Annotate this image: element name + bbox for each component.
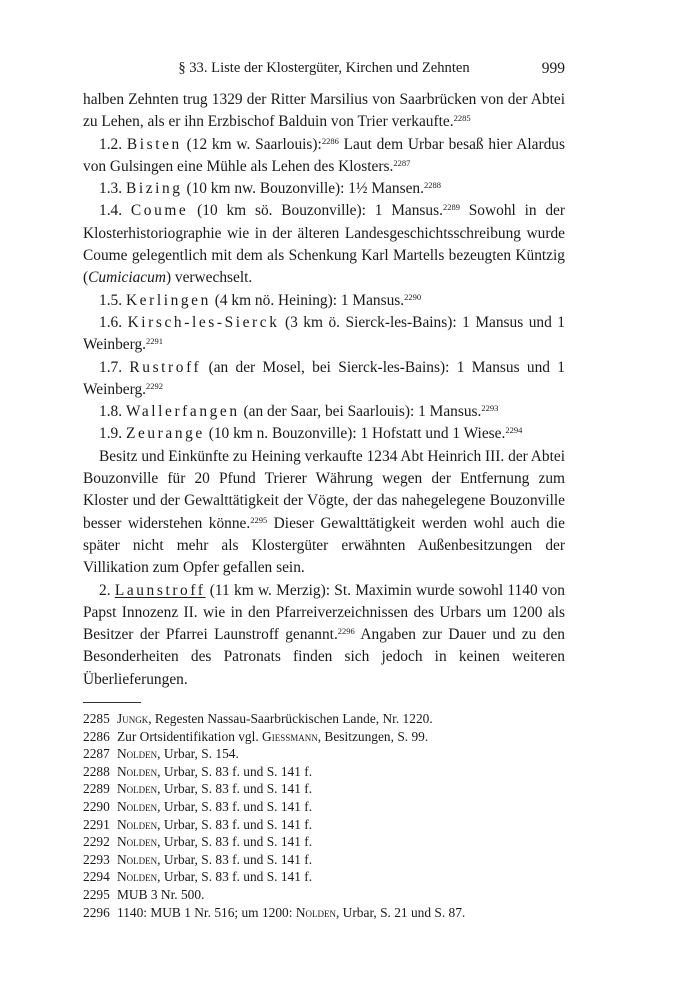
entry-wallerfangen: 1.8. Wallerfangen (an der Saar, bei Saarlouis): 1 Mansus.$^{2293}$ <box>99 403 499 421</box>
footnote-number: 2296 <box>83 904 110 920</box>
footnote-text: MUB 3 Nr. 500. <box>117 886 205 902</box>
entry-number: 1.9. <box>99 425 123 443</box>
footnote-text: Nolden, Urbar, S. 83 f. und S. 141 f. <box>117 834 313 850</box>
entry-bisten: 1.2. Bisten (12 km w. Saarlouis):$^{2286}$ Laut dem Urbar besaß hier Alardus von Gulsingen eine Mühle als Lehen des Klosters.$^{2287}$ <box>83 135 565 175</box>
author-name: Nolden <box>117 798 158 814</box>
author-name: Nolden <box>295 904 336 920</box>
footnote-number: 2286 <box>83 728 110 744</box>
footnote-ref: 2295 <box>250 514 268 525</box>
place-name: Coume <box>130 202 189 220</box>
footnote-text: Jungk, Regesten Nassau-Saarbrückischen Lande, Nr. 1220. <box>117 711 433 727</box>
footnote-text: Nolden, Urbar, S. 83 f. und S. 141 f. <box>117 869 313 885</box>
footnote-number: 2292 <box>83 834 110 850</box>
footnote-text: Nolden, Urbar, S. 154. <box>117 746 239 762</box>
entry-number: 1.8. <box>99 403 123 421</box>
footnote-text: Zur Ortsidentifikation vgl. Giessmann, Besitzungen, S. 99. <box>117 728 429 744</box>
footnote-ref: 2290 <box>404 291 422 302</box>
footnote-ref: 2296 <box>337 626 355 637</box>
author-name: Nolden <box>117 869 158 885</box>
author-name: Nolden <box>117 781 158 797</box>
place-name: Zeurange <box>125 425 205 443</box>
author-name: Giessmann <box>262 728 318 744</box>
entry-kerlingen: 1.5. Kerlingen (4 km nö. Heining): 1 Mansus.$^{2290}$ <box>99 291 422 309</box>
footnote <box>83 745 565 763</box>
footnote-ref: 2289 <box>442 202 460 213</box>
entry-number: 1.4. <box>99 202 123 220</box>
footnote-number: 2288 <box>83 763 110 779</box>
entry-bizing: 1.3. Bizing (10 km nw. Bouzonville): 1½ Mansen.$^{2288}$ <box>99 180 441 198</box>
author-name: Nolden <box>117 851 158 867</box>
author-name: Nolden <box>117 816 158 832</box>
footnote <box>83 763 565 781</box>
author-name: Jungk <box>117 711 149 727</box>
footnote <box>83 798 565 816</box>
entry-number: 1.2. <box>99 135 123 153</box>
author-name: Nolden <box>117 746 158 762</box>
footnote <box>83 710 565 728</box>
footnote-number: 2285 <box>83 711 110 727</box>
footnote-separator <box>83 702 141 703</box>
entry-number: 1.5. <box>99 291 123 309</box>
footnote <box>83 904 565 922</box>
footnote-ref: 2292 <box>146 380 164 391</box>
running-title: § 33. Liste der Klostergüter, Kirchen und Zehnten <box>178 60 470 76</box>
entry-kirsch: 1.6. Kirsch-les-Sierck (3 km ö. Sierck-les-Bains): 1 Mansus und 1 Weinberg.$^{2291}$ <box>83 313 565 354</box>
footnote-ref: 2291 <box>146 336 164 347</box>
italic-place: Cumiciacum <box>88 269 166 287</box>
footnote <box>83 833 565 851</box>
footnote-ref: 2286 <box>321 135 339 146</box>
book-page <box>83 60 565 921</box>
footnote-text: Nolden, Urbar, S. 83 f. und S. 141 f. <box>117 781 313 797</box>
place-name: Kerlingen <box>125 291 211 309</box>
page-number: 999 <box>541 60 565 77</box>
footnote-number: 2291 <box>83 816 110 832</box>
footnote-number: 2294 <box>83 869 110 885</box>
author-name: Nolden <box>117 763 158 779</box>
entry-coume: 1.4. Coume (10 km sö. Bouzonville): 1 Mansus.$^{2289}$ Sowohl in der Klosterhistoriographie wie in der älteren Landesgeschichtsschreibung wurde Coume gelegentlich mit dem als Schenkung Karl Martells bezeugten Küntzig (Cumiciacum) verwechselt. <box>83 202 566 287</box>
entry-number: 1.6. <box>99 313 123 331</box>
place-name: Wallerfangen <box>125 403 240 421</box>
footnote-number: 2287 <box>83 746 110 762</box>
place-name: Bizing <box>125 180 183 198</box>
footnote-ref: 2288 <box>423 180 441 191</box>
footnote-ref: 2285 <box>453 113 471 124</box>
footnote-ref: 2287 <box>393 157 411 168</box>
footnote <box>83 868 565 886</box>
body-text <box>83 89 565 691</box>
paragraph-besitz: Besitz und Einkünfte zu Heining verkaufte 1234 Abt Heinrich III. der Abtei Bouzonville für 20 Pfund Trierer Währung wegen der Entfernung zum Kloster und der Gewalttätigkeit der Vögte, der das nahegelegene Bouzonville besser widerstehen könne.$^{2295}$ Dieser Gewalttätigkeit werden wohl auch die später nicht mehr als Klostergüter erwähnten Außenbesitzungen der Villikation zum Opfer gefallen sein. <box>83 447 565 577</box>
footnote <box>83 851 565 869</box>
entry-number: 2. <box>99 581 111 599</box>
footnote-ref: 2294 <box>505 425 523 436</box>
entry-zeurange: 1.9. Zeurange (10 km n. Bouzonville): 1 Hofstatt und 1 Wiese.$^{2294}$ <box>99 425 523 443</box>
paragraph-continuation: halben Zehnten trug 1329 der Ritter Marsilius von Saarbrücken von der Abtei zu Lehen, als er ihn Erzbischof Balduin von Trier verkaufte.$^{2285}$ <box>83 91 565 131</box>
footnote <box>83 816 565 834</box>
footnote-text: Nolden, Urbar, S. 83 f. und S. 141 f. <box>117 816 313 832</box>
entry-number: 1.7. <box>99 358 123 376</box>
place-name: Bisten <box>126 135 182 153</box>
footnote-number: 2293 <box>83 851 110 867</box>
entry-launstroff: 2. Launstroff (11 km w. Merzig): St. Maximin wurde sowohl 1140 von Papst Innozenz II. wie in den Pfarreiverzeichnissen des Urbars um 1200 als Besitzer der Pfarrei Launstroff genannt.$^{2296}$ Angaben zur Dauer und zu den Besonderheiten des Patronats finden sich jedoch in keinen weiteren Überlieferungen. <box>83 581 565 688</box>
footnotes <box>83 710 565 921</box>
footnote-text: Nolden, Urbar, S. 83 f. und S. 141 f. <box>117 763 313 779</box>
entry-number: 1.3. <box>99 180 123 198</box>
footnote <box>83 886 565 904</box>
footnote-ref: 2293 <box>481 403 499 414</box>
place-name: Kirsch-les-Sierck <box>127 313 280 331</box>
footnote-number: 2295 <box>83 886 110 902</box>
footnote <box>83 728 565 746</box>
footnote <box>83 780 565 798</box>
footnote-number: 2289 <box>83 781 110 797</box>
place-name: Launstroff <box>114 581 206 599</box>
running-head <box>83 60 565 80</box>
author-name: Nolden <box>117 834 158 850</box>
footnote-text: 1140: MUB 1 Nr. 516; um 1200: Nolden, Urbar, S. 21 und S. 87. <box>117 904 466 920</box>
footnote-text: Nolden, Urbar, S. 83 f. und S. 141 f. <box>117 798 313 814</box>
entry-rustroff: 1.7. Rustroff (an der Mosel, bei Sierck-les-Bains): 1 Mansus und 1 Weinberg.$^{2292}$ <box>83 358 565 398</box>
footnote-text: Nolden, Urbar, S. 83 f. und S. 141 f. <box>117 851 313 867</box>
footnote-number: 2290 <box>83 798 110 814</box>
place-name: Rustroff <box>129 358 202 376</box>
